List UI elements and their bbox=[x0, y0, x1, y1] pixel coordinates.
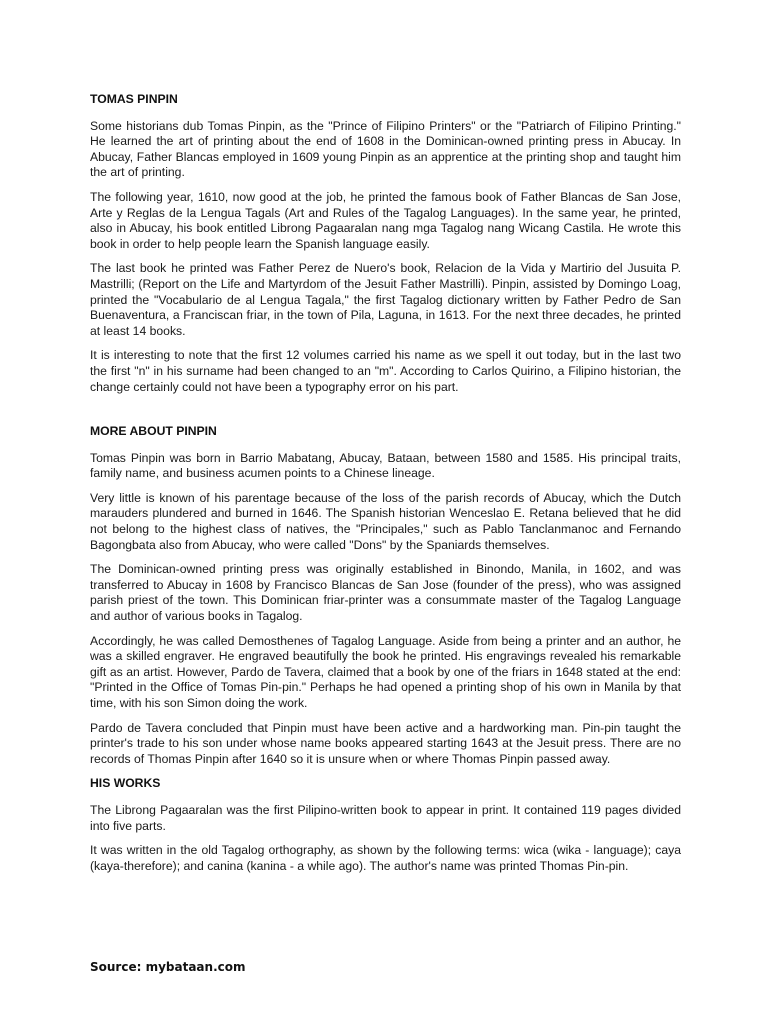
paragraph: Tomas Pinpin was born in Barrio Mabatang, Abucay, Bataan, between 1580 and 1585. His principal traits, family name, and business acumen points to a Chinese lineage. bbox=[90, 450, 681, 481]
source-citation: Source: mybataan.com bbox=[90, 960, 246, 974]
paragraph: The Dominican-owned printing press was originally established in Binondo, Manila, in 1602, and was transferred to Abucay in 1608 by Francisco Blancas de San Jose (founder of the press), who was assigned parish priest of the town. This Dominican friar-printer was a consummate master of the Tagalog Language and author of various books in Tagalog. bbox=[90, 562, 681, 624]
paragraph: The last book he printed was Father Perez de Nuero's book, Relacion de la Vida y Martirio del Jusuita P. Mastrilli; (Report on the Life and Martyrdom of the Jesuit Father Mastrilli). Pinpin, assisted by Domingo Loag, printed the "Vocabulario de al Lengua Tagala," the first Tagalog dictionary written by Father Pedro de San Buenaventura, a Franciscan friar, in the town of Pila, Laguna, in 1613. For the next three decades, he printed at least 14 books. bbox=[90, 261, 681, 338]
section-heading-tomas-pinpin: TOMAS PINPIN bbox=[90, 92, 178, 106]
paragraph: Some historians dub Tomas Pinpin, as the "Prince of Filipino Printers" or the "Patriarch of Filipino Printing." He learned the art of printing about the end of 1608 in the Dominican-owned printing press in Abucay. In Abucay, Father Blancas employed in 1609 young Pinpin as an apprentice at the printing shop and taught him the art of printing. bbox=[90, 118, 681, 180]
paragraph: The following year, 1610, now good at the job, he printed the famous book of Father Blancas de San Jose, Arte y Reglas de la Lengua Tagals (Art and Rules of the Tagalog Languages). In the same year, he printed, also in Abucay, his book entitled Librong Pagaaralan nang mga Tagalog nang Wicang Castila. He wrote this book in order to help people learn the Spanish language easily. bbox=[90, 189, 681, 251]
paragraph: It is interesting to note that the first 12 volumes carried his name as we spell it out today, but in the last two the first "n" in his surname had been changed to an "m". According to Carlos Quirino, a Filipino historian, the change certainly could not have been a typography error on his part. bbox=[90, 348, 681, 394]
paragraph: Pardo de Tavera concluded that Pinpin must have been active and a hardworking man. Pin-pin taught the printer's trade to his son under whose name books appeared starting 1643 at the Jesuit press. There are no records of Thomas Pinpin after 1640 so it is unsure when or where Thomas Pinpin passed away. bbox=[90, 720, 681, 766]
section-heading-his-works: HIS WORKS bbox=[90, 776, 161, 791]
paragraph: Accordingly, he was called Demosthenes of Tagalog Language. Aside from being a printer and an author, he was a skilled engraver. He engraved beautifully the book he printed. His engravings revealed his remarkable gift as an artist. However, Pardo de Tavera, claimed that a book by one of the friars in 1648 stated at the end: "Printed in the Office of Tomas Pin-pin." Perhaps he had opened a printing shop of his own in Manila by that time, with his son Simon doing the work. bbox=[90, 633, 681, 710]
document-body bbox=[90, 92, 681, 883]
paragraph: It was written in the old Tagalog orthography, as shown by the following terms: wica (wika - language); caya (kaya-therefore); and canina (kanina - a while ago). The author's name was printed Thomas Pin-pin. bbox=[90, 843, 681, 873]
section-spacer bbox=[90, 404, 681, 424]
section-heading-more-about-pinpin: MORE ABOUT PINPIN bbox=[90, 424, 217, 439]
paragraph: The Librong Pagaaralan was the first Pilipino-written book to appear in print. It contained 119 pages divided into five parts. bbox=[90, 802, 681, 833]
paragraph: Very little is known of his parentage because of the loss of the parish records of Abucay, which the Dutch marauders plundered and burned in 1646. The Spanish historian Wenceslao E. Retana believed that he did not belong to the highest class of natives, the "Principales," such as Pablo Tanclanmanoc and Fernando Bagongbata also from Abucay, who were called "Dons" by the Spaniards themselves. bbox=[90, 490, 681, 552]
